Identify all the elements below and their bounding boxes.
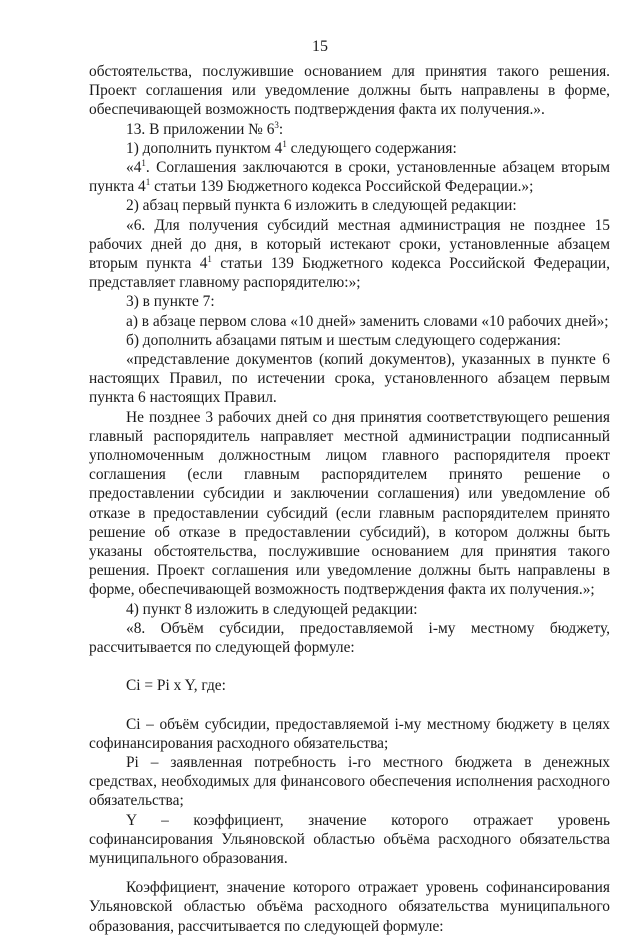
spacer: [89, 696, 610, 715]
paragraph: «8. Объём субсидии, предоставляемой i-му местному бюджету, рассчитывается по следующей формуле:: [89, 619, 610, 657]
page-number: 15: [312, 38, 328, 55]
paragraph: 3) в пункте 7:: [126, 293, 215, 311]
paragraph: а) в абзаце первом слова «10 дней» заменить словами «10 рабочих дней»;: [126, 312, 609, 330]
paragraph: Не позднее 3 рабочих дней со дня принятия соответствующего решения главный распорядитель направляет местной администрации подписанный уполномоченным должностным лицом главного распорядителя проект соглашения (если главным распорядителем принято решение о предоставлении субсидии и заключении соглашения) или уведомление об отказе в предоставлении субсидий (если главным распорядителем принято решение об отказе в предоставлении субсидий), в котором должны быть указаны обстоятельства, послужившие основанием для принятия такого решения. Проект соглашения или уведомление должны быть направлены в форме, обеспечивающей возможность подтверждения факта их получения.»;: [89, 408, 610, 599]
paragraph: Y – коэффициент, значение которого отражает уровень софинансирования Ульяновской областью объёма расходного обязательства муниципального образования.: [89, 811, 610, 867]
formula: Ci = Pi x Y, где:: [126, 677, 226, 695]
paragraph: Pi – заявленная потребность i-го местного бюджета в денежных средствах, необходимых для финансового обеспечения исполнения расходного обязательства;: [89, 753, 610, 810]
paragraph: «представление документов (копий документов), указанных в пункте 6 настоящих Правил, по истечении срока, установленного абзацем первым пункта 6 настоящих Правил.: [89, 351, 610, 407]
paragraph: Коэффициент, значение которого отражает уровень софинансирования Ульяновской областью объёма расходного обязательства муниципального образования, рассчитывается по следующей формуле:: [89, 879, 610, 935]
paragraph: 13. В приложении № $6^3$:: [126, 119, 284, 138]
paragraph: «6. Для получения субсидий местная администрация не позднее 15 рабочих дней до дня, в который истекают сроки, установленные абзацем вторым пункта $4^1$ статьи 139 Бюджетного кодекса Российской Федерации, представляет главному распорядителю:»;: [89, 216, 610, 292]
paragraph: б) дополнить абзацами пятым и шестым следующего содержания:: [126, 331, 561, 349]
document-body: [89, 62, 610, 936]
paragraph: 4) пункт 8 изложить в следующей редакции:: [126, 600, 418, 618]
spacer: [89, 657, 610, 676]
paragraph: Ci – объём субсидии, предоставляемой i-му местному бюджету в целях софинансирования расходного обязательства;: [89, 715, 610, 752]
paragraph: 2) абзац первый пункта 6 изложить в следующей редакции:: [126, 197, 517, 215]
paragraph: обстоятельства, послужившие основанием для принятия такого решения. Проект соглашения или уведомление должны быть направлены в форме, обеспечивающей возможность подтверждения факта их получения.».: [89, 63, 610, 119]
paragraph: «$4^1$. Соглашения заключаются в сроки, установленные абзацем вторым пункта $4^1$ статьи 139 Бюджетного кодекса Российской Федерации.»;: [89, 158, 610, 196]
spacer: [89, 868, 610, 878]
paragraph: 1) дополнить пунктом $4^1$ следующего содержания:: [126, 138, 457, 157]
